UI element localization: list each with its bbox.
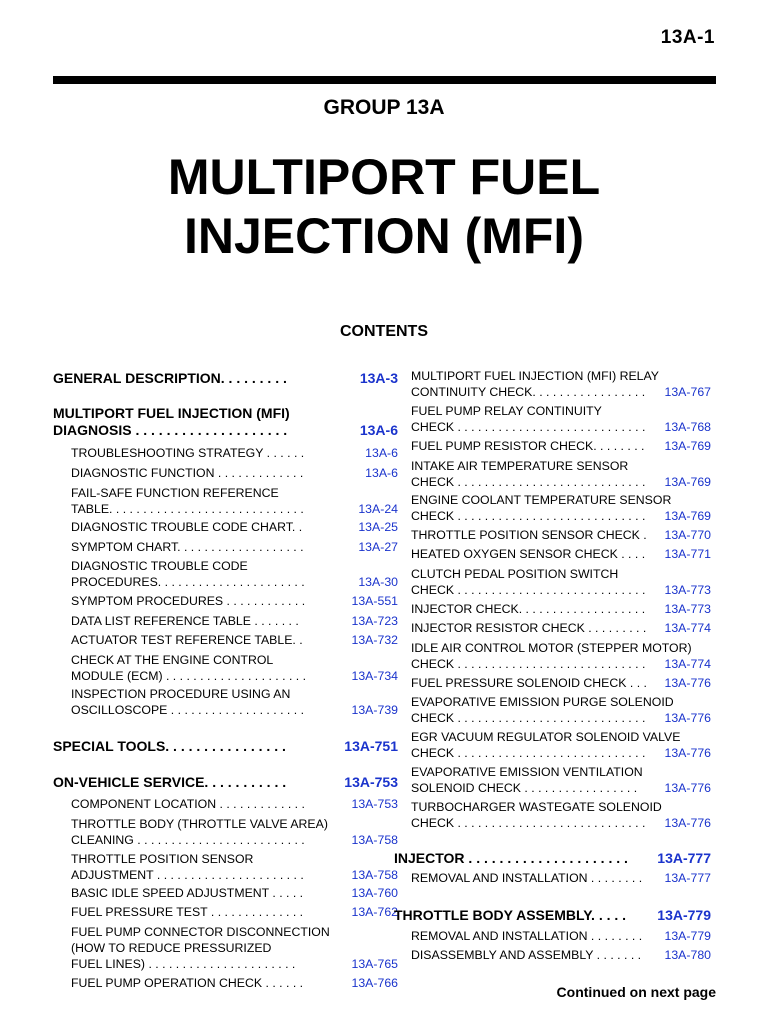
toc-entry-text: INSPECTION PROCEDURE USING AN [71, 687, 291, 701]
toc-entry-text: ACTUATOR TEST REFERENCE TABLE. . [71, 633, 303, 647]
toc-page-link[interactable]: 13A-30 [358, 575, 398, 589]
toc-page-link[interactable]: 13A-732 [351, 633, 398, 647]
toc-entry-text: FUEL PUMP OPERATION CHECK . . . . . . [71, 976, 304, 990]
toc-entry-text: FUEL PRESSURE TEST . . . . . . . . . . . . . . [71, 905, 304, 919]
toc-entry-text: CHECK . . . . . . . . . . . . . . . . . . . . . . . . . . . . [411, 711, 646, 725]
group-label: GROUP 13A [323, 96, 445, 119]
toc-entry-text: CLUTCH PEDAL POSITION SWITCH [411, 567, 619, 581]
toc-page-link[interactable]: 13A-769 [664, 439, 711, 453]
toc-page-link[interactable]: 13A-739 [351, 703, 398, 717]
toc-page-link[interactable]: 13A-771 [664, 547, 711, 561]
contents-heading: CONTENTS [340, 323, 428, 340]
toc-page-link[interactable]: 13A-753 [344, 774, 398, 790]
toc-entry-text: FUEL LINES) . . . . . . . . . . . . . . . . . . . . . . [71, 957, 296, 971]
title-line: INJECTION (MFI) [184, 208, 584, 264]
toc-section-title: GENERAL DESCRIPTION. . . . . . . . . [53, 370, 287, 386]
toc-entry-text: TROUBLESHOOTING STRATEGY . . . . . . [71, 446, 305, 460]
toc-page-link[interactable]: 13A-769 [664, 509, 711, 523]
toc-page-link[interactable]: 13A-768 [664, 420, 711, 434]
toc-page-link[interactable]: 13A-762 [351, 905, 398, 919]
toc-page-link[interactable]: 13A-773 [664, 602, 711, 616]
toc-entry-text: THROTTLE BODY (THROTTLE VALVE AREA) [71, 817, 328, 831]
toc-entry-text: ENGINE COOLANT TEMPERATURE SENSOR [411, 493, 672, 507]
toc-entry-text: INTAKE AIR TEMPERATURE SENSOR [411, 459, 629, 473]
toc-page-link[interactable]: 13A-779 [657, 907, 711, 923]
toc-page-link[interactable]: 13A-774 [664, 657, 711, 671]
toc-entry-text: CONTINUITY CHECK. . . . . . . . . . . . . . . . . [411, 385, 646, 399]
toc-entry-text: MULTIPORT FUEL INJECTION (MFI) RELAY [411, 369, 660, 383]
toc-page-link[interactable]: 13A-776 [664, 676, 711, 690]
continued-note: Continued on next page [556, 984, 716, 1000]
toc-page-link[interactable]: 13A-758 [351, 868, 398, 882]
toc-entry-text: SYMPTOM CHART. . . . . . . . . . . . . . . . . . . [71, 540, 304, 554]
toc-entry-text: IDLE AIR CONTROL MOTOR (STEPPER MOTOR) [411, 641, 692, 655]
toc-entry-text: EGR VACUUM REGULATOR SOLENOID VALVE [411, 730, 681, 744]
toc-page-link[interactable]: 13A-776 [664, 816, 711, 830]
toc-section-title: INJECTOR . . . . . . . . . . . . . . . . . . . . . [394, 850, 628, 866]
toc-page-link[interactable]: 13A-776 [664, 746, 711, 760]
toc-page-link[interactable]: 13A-760 [351, 886, 398, 900]
toc-section-title: THROTTLE BODY ASSEMBLY. . . . . [394, 907, 627, 923]
toc-page-link[interactable]: 13A-734 [351, 669, 398, 683]
toc-entry-text: REMOVAL AND INSTALLATION . . . . . . . . [411, 871, 643, 885]
toc-entry-text: BASIC IDLE SPEED ADJUSTMENT . . . . . [71, 886, 304, 900]
toc-page-link[interactable]: 13A-769 [664, 475, 711, 489]
toc-entry-text: CHECK . . . . . . . . . . . . . . . . . . . . . . . . . . . . [411, 583, 646, 597]
toc-entry-text: HEATED OXYGEN SENSOR CHECK . . . . [411, 547, 646, 561]
toc-page-link[interactable]: 13A-777 [664, 871, 711, 885]
toc-entry-text: FAIL-SAFE FUNCTION REFERENCE [71, 486, 279, 500]
toc-entry-text: REMOVAL AND INSTALLATION . . . . . . . . [411, 929, 643, 943]
toc-page-link[interactable]: 13A-758 [351, 833, 398, 847]
toc-page-link[interactable]: 13A-773 [664, 583, 711, 597]
toc-page-link[interactable]: 13A-3 [359, 370, 398, 386]
toc-page-link[interactable]: 13A-767 [664, 385, 711, 399]
toc-entry-text: DATA LIST REFERENCE TABLE . . . . . . . [71, 614, 299, 628]
toc-entry-text: CHECK . . . . . . . . . . . . . . . . . . . . . . . . . . . . [411, 746, 646, 760]
toc-entry-text: EVAPORATIVE EMISSION PURGE SOLENOID [411, 695, 674, 709]
toc-page-link[interactable]: 13A-780 [664, 948, 711, 962]
toc-entry-text: OSCILLOSCOPE . . . . . . . . . . . . . . . . . . . . [71, 703, 305, 717]
toc-entry-text: TABLE. . . . . . . . . . . . . . . . . . . . . . . . . . . . . [71, 502, 304, 516]
toc-page-link[interactable]: 13A-774 [664, 621, 711, 635]
toc-entry-text: CHECK AT THE ENGINE CONTROL [71, 653, 274, 667]
toc-page-link[interactable]: 13A-765 [351, 957, 398, 971]
toc-entry-text: DIAGNOSTIC FUNCTION . . . . . . . . . . . . . [71, 466, 304, 480]
toc-page-link[interactable]: 13A-777 [657, 850, 711, 866]
toc-entry-text: DIAGNOSTIC TROUBLE CODE CHART. . [71, 520, 303, 534]
toc-page-link[interactable]: 13A-766 [351, 976, 398, 990]
toc-entry-text: THROTTLE POSITION SENSOR [71, 852, 254, 866]
toc-entry-text: EVAPORATIVE EMISSION VENTILATION [411, 765, 643, 779]
toc-entry-text: CHECK . . . . . . . . . . . . . . . . . . . . . . . . . . . . [411, 475, 646, 489]
page-number: 13A-1 [660, 27, 715, 48]
toc-entry-text: DIAGNOSTIC TROUBLE CODE [71, 559, 248, 573]
toc-page-link[interactable]: 13A-776 [664, 711, 711, 725]
toc-entry-text: CLEANING . . . . . . . . . . . . . . . . . . . . . . . . . [71, 833, 305, 847]
toc-entry-text: COMPONENT LOCATION . . . . . . . . . . . . . [71, 797, 305, 811]
toc-entry-text: DISASSEMBLY AND ASSEMBLY . . . . . . . [411, 948, 642, 962]
toc-page-link[interactable]: 13A-25 [358, 520, 398, 534]
toc-section-title: ON-VEHICLE SERVICE. . . . . . . . . . . [53, 774, 287, 790]
toc-entry-text: CHECK . . . . . . . . . . . . . . . . . . . . . . . . . . . . [411, 816, 646, 830]
toc-page-link[interactable]: 13A-779 [664, 929, 711, 943]
title-line: MULTIPORT FUEL [167, 149, 601, 205]
toc-page-link[interactable]: 13A-24 [358, 502, 398, 516]
toc-page-link[interactable]: 13A-751 [344, 738, 398, 754]
toc-entry-text: SOLENOID CHECK . . . . . . . . . . . . . . . . . [411, 781, 638, 795]
toc-section-title: MULTIPORT FUEL INJECTION (MFI) [53, 405, 290, 421]
toc-entry-text: FUEL PRESSURE SOLENOID CHECK . . . [411, 676, 647, 690]
toc-entry-text: FUEL PUMP RELAY CONTINUITY [411, 404, 602, 418]
toc-page-link[interactable]: 13A-27 [358, 540, 398, 554]
toc-page-link[interactable]: 13A-6 [359, 422, 398, 438]
toc-entry-text: CHECK . . . . . . . . . . . . . . . . . . . . . . . . . . . . [411, 420, 646, 434]
toc-entry-text: SYMPTOM PROCEDURES . . . . . . . . . . . . [71, 594, 306, 608]
toc-entry-text: PROCEDURES. . . . . . . . . . . . . . . . . . . . . . [71, 575, 305, 589]
toc-section-title: SPECIAL TOOLS. . . . . . . . . . . . . . . . [53, 738, 286, 754]
toc-entry-text: MODULE (ECM) . . . . . . . . . . . . . . . . . . . . . [71, 669, 307, 683]
toc-page-link[interactable]: 13A-6 [365, 466, 398, 480]
toc-entry-text: INJECTOR RESISTOR CHECK . . . . . . . . . [411, 621, 647, 635]
toc-entry-text: FUEL PUMP RESISTOR CHECK. . . . . . . . [411, 439, 645, 453]
toc-page-link[interactable]: 13A-753 [351, 797, 398, 811]
toc-entry-text: ADJUSTMENT . . . . . . . . . . . . . . . . . . . . . . [71, 868, 304, 882]
toc-entry-text: (HOW TO REDUCE PRESSURIZED [71, 941, 272, 955]
toc-page-link[interactable]: 13A-551 [351, 594, 398, 608]
toc-page-link[interactable]: 13A-6 [365, 446, 398, 460]
toc-page-link[interactable]: 13A-776 [664, 781, 711, 795]
toc-entry-text: CHECK . . . . . . . . . . . . . . . . . . . . . . . . . . . . [411, 657, 646, 671]
toc-page-link[interactable]: 13A-723 [351, 614, 398, 628]
toc-entry-text: CHECK . . . . . . . . . . . . . . . . . . . . . . . . . . . . [411, 509, 646, 523]
toc-entry-text: TURBOCHARGER WASTEGATE SOLENOID [411, 800, 662, 814]
toc-entry-text: FUEL PUMP CONNECTOR DISCONNECTION [71, 925, 330, 939]
toc-section-title: DIAGNOSIS . . . . . . . . . . . . . . . . . . . . [53, 422, 288, 438]
toc-page-link[interactable]: 13A-770 [664, 528, 711, 542]
toc-entry-text: THROTTLE POSITION SENSOR CHECK . [411, 528, 647, 542]
toc-entry-text: INJECTOR CHECK. . . . . . . . . . . . . . . . . . . [411, 602, 646, 616]
